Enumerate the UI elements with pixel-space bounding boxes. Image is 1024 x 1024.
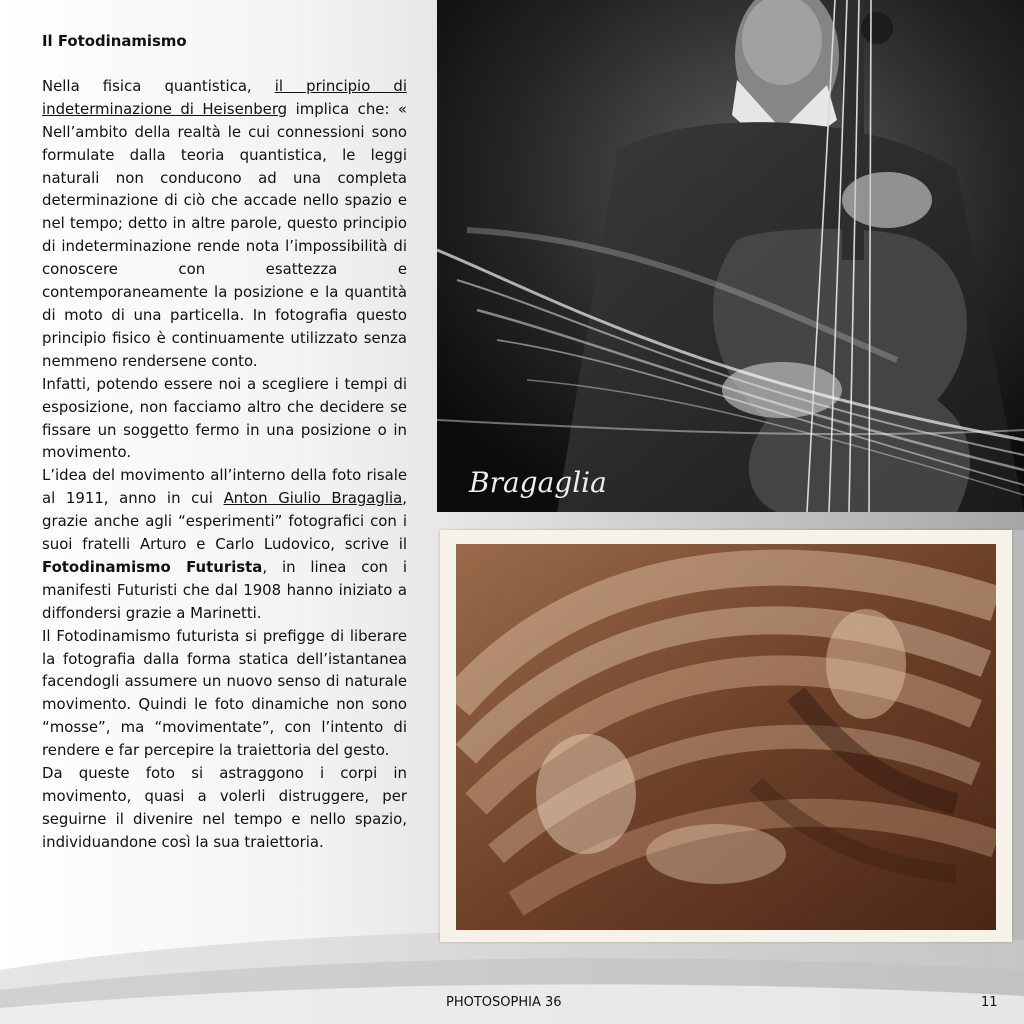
cellist-photo <box>437 0 1024 512</box>
article-text <box>42 30 407 854</box>
p1-text-b: implica che: « Nell’ambito della realtà le cui connessioni sono formulate dalla teoria quantistica, le leggi naturali non conducono ad una completa determinazione di ciò che accade nello spazio e nel tempo; detto in altre parole, questo principio di indeterminazione rende nota l’impossibilità di conoscere con esattezza e contemporaneamente la posizione e la quantità di moto di una particella. In fotografia questo principio fisico è continuamente utilizzato senza nemmeno rendersene conto. <box>42 99 408 370</box>
footer-page-number: 11 <box>981 995 998 1010</box>
bragaglia-signature: Bragaglia <box>469 466 607 499</box>
paragraph-exposure: Infatti, potendo essere noi a scegliere i tempi di esposizione, non facciamo altro che decidere se fissare un soggetto fermo in una posizione o in movimento. <box>42 374 407 462</box>
paragraph-heisenberg <box>42 75 407 373</box>
p3-text-c: , in linea con i manifesti Futuristi che dal 1908 hanno iniziato a diffondersi grazie a Marinetti. <box>42 557 407 622</box>
footer-magazine-title: PHOTOSOPHIA 36 <box>446 995 562 1010</box>
sepia-motion-photo <box>456 544 996 930</box>
divider-band <box>437 512 1024 530</box>
p3-text-b: , grazie anche agli “esperimenti” fotografici con i suoi fratelli Arturo e Carlo Ludovico, scrive il <box>42 489 407 554</box>
sepia-photo-frame <box>440 530 1012 942</box>
fotodinamismo-futurista-bold: Fotodinamismo Futurista <box>42 557 263 576</box>
heisenberg-link[interactable]: il principio di indeterminazione di Heisenberg <box>42 76 407 118</box>
paragraph-futurist-aim: Il Fotodinamismo futurista si prefigge di liberare la fotografia dalla forma statica dell’istantanea facendogli assumere un nuovo senso di naturale movimento. Quindi le foto dinamiche non sono “mosse”, ma “movimentate”, con l’intento di rendere e far percepire la traiettoria del gesto. <box>42 626 407 760</box>
paragraph-trajectory: Da queste foto si astraggono i corpi in movimento, quasi a volerli distruggere, per seguirne il divenire nel tempo e nello spazio, individuandone così la sua traiettoria. <box>42 764 407 851</box>
p3-text-a: L’idea del movimento all’interno della foto risale al 1911, anno in cui <box>42 466 407 508</box>
bragaglia-link[interactable]: Anton Giulio Bragaglia <box>223 489 403 508</box>
paragraph-bragaglia <box>42 464 407 624</box>
article-title: Il Fotodinamismo <box>42 32 187 50</box>
p1-text-a: Nella fisica quantistica, <box>42 76 275 95</box>
